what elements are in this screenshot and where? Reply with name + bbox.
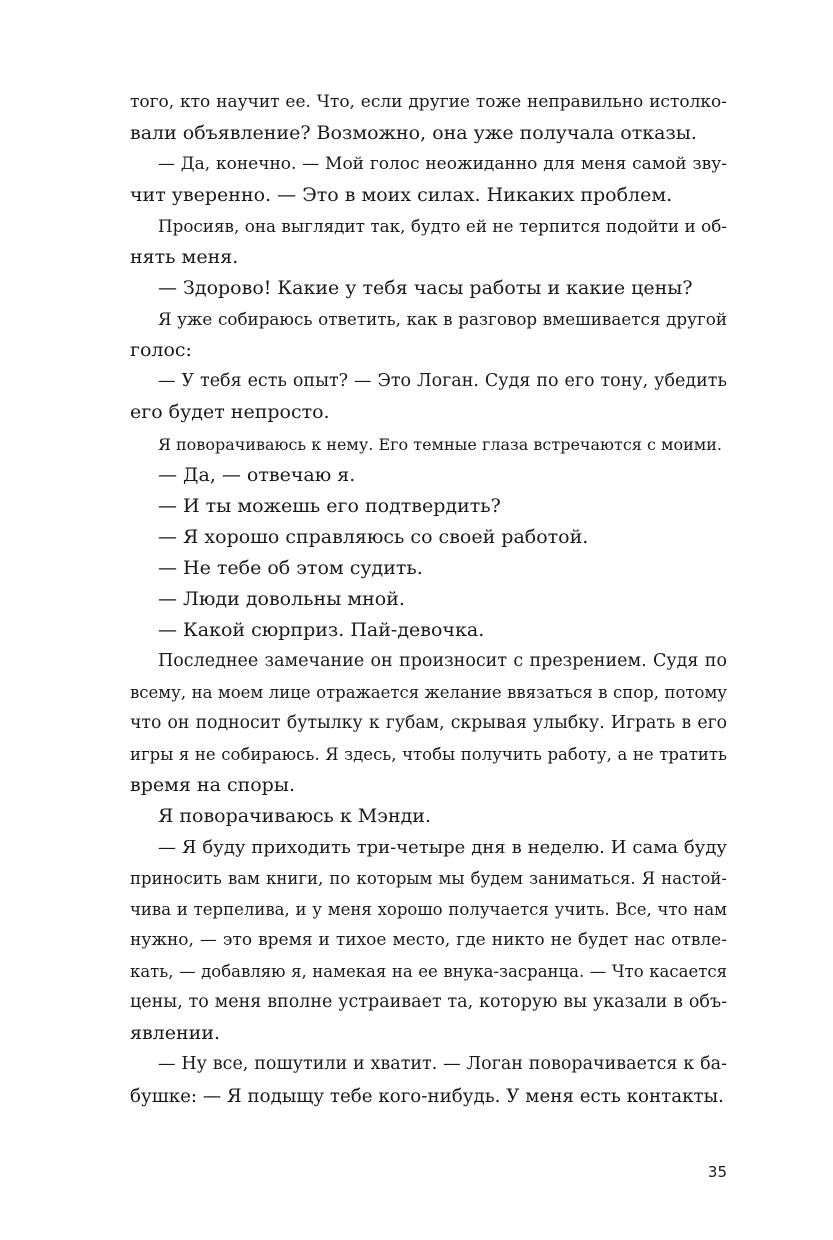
text-line: Я поворачиваюсь к Мэнди. xyxy=(158,805,432,828)
text-line: — Не тебе об этом судить. xyxy=(158,556,423,579)
text-line: — Какой сюрприз. Пай-девочка. xyxy=(158,618,485,641)
text-line: того, кто научит ее. Что, если другие тоже неправильно истолко- xyxy=(130,92,727,112)
text-line: Я уже собираюсь ответить, как в разговор вмешивается другой xyxy=(158,309,727,330)
text-line: всему, на моем лице отражается желание ввязаться в спор, потому xyxy=(130,682,727,702)
text-line: приносить вам книги, по которым мы будем заниматься. Я настой- xyxy=(130,869,727,889)
text-line: вали объявление? Возможно, она уже получала отказы. xyxy=(130,122,697,145)
text-line: — Люди довольны мной. xyxy=(158,587,405,610)
text-line: — Да, конечно. — Мой голос неожиданно для меня самой зву- xyxy=(158,154,727,175)
text-line: бушке: — Я подыщу тебе кого-нибудь. У меня есть контакты. xyxy=(130,1085,724,1107)
text-line: Просияв, она выглядит так, будто ей не терпится подойти и об- xyxy=(158,216,727,237)
text-line: нять меня. xyxy=(130,246,239,269)
text-line: игры я не собираюсь. Я здесь, чтобы получить работу, а не тратить xyxy=(130,744,727,764)
body-text xyxy=(130,87,727,1112)
text-line: чива и терпелива, и у меня хорошо получается учить. Все, что нам xyxy=(130,900,727,920)
text-line: цены, то меня вполне устраивает та, которую вы указали в объ- xyxy=(130,992,727,1013)
text-line: нужно, — это время и тихое место, где никто не будет нас отвле- xyxy=(130,930,727,951)
text-line: Последнее замечание он произносит с презрением. Судя по xyxy=(158,650,727,671)
text-line: явлении. xyxy=(130,1022,221,1045)
text-line: его будет непросто. xyxy=(130,401,330,424)
text-line: — И ты можешь его подтвердить? xyxy=(158,494,501,517)
text-line: — Да, — отвечаю я. xyxy=(158,463,356,486)
text-line: — Я хорошо справляюсь со своей работой. xyxy=(158,525,589,548)
text-line: кать, — добавляю я, намекая на ее внука-засранца. — Что касается xyxy=(130,962,727,982)
text-line: что он подносит бутылку к губам, скрывая улыбку. Играть в его xyxy=(130,712,727,733)
text-line: голос: xyxy=(130,339,192,362)
text-line: — Здорово! Какие у тебя часы работы и какие цены? xyxy=(158,277,693,300)
text-line: Я поворачиваюсь к нему. Его темные глаза встречаются с моими. xyxy=(158,434,722,454)
page-number: 35 xyxy=(707,1163,727,1181)
text-line: — Я буду приходить три-четыре дня в неделю. И сама буду xyxy=(158,837,727,859)
text-line: время на споры. xyxy=(130,774,296,797)
text-line: — У тебя есть опыт? — Это Логан. Судя по его тону, убедить xyxy=(158,371,727,392)
text-line: чит уверенно. — Это в моих силах. Никаких проблем. xyxy=(130,184,673,207)
text-line: — Ну все, пошутили и хватит. — Логан поворачивается к ба- xyxy=(158,1054,727,1075)
